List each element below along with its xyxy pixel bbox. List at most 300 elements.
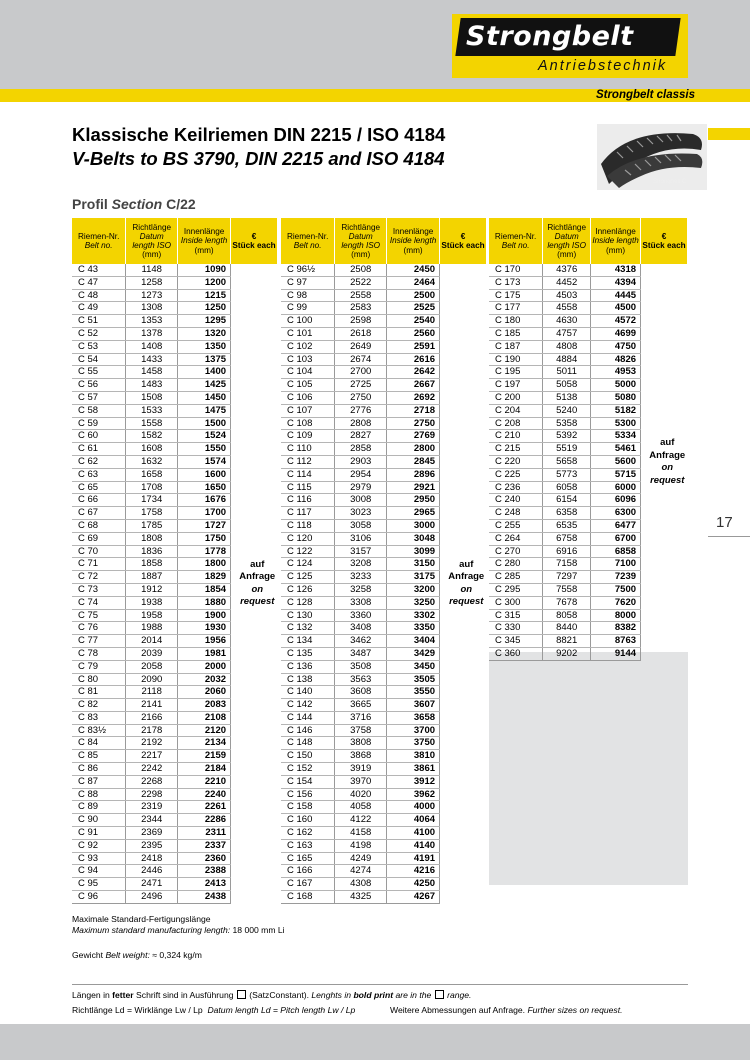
header-line: (mm) [403,245,423,255]
inside-length-cell: 1650 [178,481,231,494]
belt-number-cell: C 116 [281,494,335,507]
belt-number-cell: C 126 [281,583,335,596]
on-request-line: auf [459,558,474,570]
belt-number-cell: C 76 [72,622,126,635]
belt-number-cell: C 96 [72,891,126,904]
datum-length-cell: 1658 [126,468,178,481]
datum-length-cell: 4757 [543,327,591,340]
section-heading [72,196,196,212]
inside-length-cell: 1574 [178,455,231,468]
belt-table-2 [281,218,487,904]
datum-length-cell: 2558 [335,289,387,302]
datum-length-cell: 5138 [543,391,591,404]
inside-length-cell: 1550 [178,443,231,456]
datum-length-cell: 2166 [126,711,178,724]
datum-length-cell: 4058 [335,801,387,814]
datum-length-cell: 3665 [335,699,387,712]
belt-number-cell: C 197 [489,379,543,392]
datum-length-cell: 8440 [543,622,591,635]
note-weight [72,950,202,961]
belt-number-cell: C 130 [281,609,335,622]
header-line: € [661,231,667,241]
datum-length-cell: 2979 [335,481,387,494]
datum-length-cell: 3208 [335,558,387,571]
inside-length-cell: 5000 [591,379,641,392]
datum-length-cell: 2242 [126,763,178,776]
datum-length-cell: 2598 [335,315,387,328]
belt-number-cell: C 65 [72,481,126,494]
datum-length-cell: 3106 [335,532,387,545]
belt-number-cell: C 300 [489,596,543,609]
inside-length-cell: 2845 [387,455,440,468]
page-number-rule [708,536,750,537]
header-line: (mm) [194,245,214,255]
datum-length-cell: 9202 [543,647,591,660]
inside-length-cell: 5334 [591,430,641,443]
belt-number-cell: C 225 [489,468,543,481]
belt-number-cell: C 173 [489,276,543,289]
inside-length-cell: 1854 [178,583,231,596]
col-header-price [641,218,688,264]
belt-number-cell: C 106 [281,391,335,404]
belt-number-cell: C 220 [489,455,543,468]
belt-number-cell: C 109 [281,430,335,443]
belt-number-cell: C 63 [72,468,126,481]
inside-length-cell: 1400 [178,366,231,379]
datum-length-cell: 3758 [335,724,387,737]
inside-length-cell: 3429 [387,647,440,660]
inside-length-cell: 1215 [178,289,231,302]
inside-length-cell: 4318 [591,264,641,276]
datum-length-cell: 4198 [335,839,387,852]
belt-number-cell: C 99 [281,302,335,315]
note-weight-en: Belt weight: [105,950,150,960]
datum-length-cell: 6058 [543,481,591,494]
belt-number-cell: C 67 [72,507,126,520]
belt-number-cell: C 83½ [72,724,126,737]
inside-length-cell: 1375 [178,353,231,366]
belt-table-3 [489,218,688,661]
col-header-price [231,218,278,264]
datum-length-cell: 8821 [543,635,591,648]
belt-number-cell: C 49 [72,302,126,315]
belt-number-cell: C 53 [72,340,126,353]
belt-number-cell: C 56 [72,379,126,392]
inside-length-cell: 7239 [591,571,641,584]
notes-divider [72,984,688,985]
belt-number-cell: C 66 [72,494,126,507]
belt-number-cell: C 166 [281,865,335,878]
datum-length-cell: 3462 [335,635,387,648]
on-request-label [446,559,486,609]
datum-length-cell: 3487 [335,647,387,660]
header-line: Stück each [642,241,686,250]
header-line: length ISO [132,241,172,250]
belt-number-cell: C 163 [281,839,335,852]
section-value: C/22 [166,196,196,212]
datum-length-cell: 6758 [543,532,591,545]
belt-number-cell: C 200 [489,391,543,404]
belt-number-cell: C 79 [72,660,126,673]
note-max-length-en: Maximum standard manufacturing length: [72,925,231,935]
datum-length-cell: 1912 [126,583,178,596]
datum-length-cell: 2858 [335,443,387,456]
inside-length-cell: 4826 [591,353,641,366]
note-bold-de-4: (SatzConstant). [249,990,309,1000]
inside-length-cell: 1829 [178,571,231,584]
belt-number-cell: C 68 [72,519,126,532]
datum-length-cell: 4249 [335,852,387,865]
note-formula-en: Datum length Ld = Pitch length Lw / Lp [207,1005,356,1015]
belt-number-cell: C 60 [72,430,126,443]
header-row [281,218,487,264]
inside-length-cell: 2642 [387,366,440,379]
belt-number-cell: C 146 [281,724,335,737]
price-cell [641,264,688,660]
inside-length-cell: 1880 [178,596,231,609]
note-bold-de-1: Längen in [72,990,110,1000]
datum-length-cell: 5058 [543,379,591,392]
belt-number-cell: C 90 [72,814,126,827]
belt-number-cell: C 101 [281,327,335,340]
belt-number-cell: C 168 [281,891,335,904]
col-header-datum-length [126,218,178,264]
belt-number-cell: C 73 [72,583,126,596]
datum-length-cell: 5658 [543,455,591,468]
inside-length-cell: 2159 [178,750,231,763]
belt-number-cell: C 91 [72,827,126,840]
belt-number-cell: C 114 [281,468,335,481]
inside-length-cell: 1090 [178,264,231,276]
datum-length-cell: 1508 [126,391,178,404]
inside-length-cell: 2286 [178,814,231,827]
inside-length-cell: 1981 [178,647,231,660]
inside-length-cell: 4216 [387,865,440,878]
belt-number-cell: C 59 [72,417,126,430]
inside-length-cell: 4000 [387,801,440,814]
inside-length-cell: 2525 [387,302,440,315]
datum-length-cell: 1632 [126,455,178,468]
inside-length-cell: 5080 [591,391,641,404]
note-bold-en-3: are in the [395,990,432,1000]
section-label-de: Profil [72,196,108,212]
datum-length-cell: 5358 [543,417,591,430]
belt-number-cell: C 120 [281,532,335,545]
inside-length-cell: 5300 [591,417,641,430]
on-request-line: request [449,596,484,608]
belt-number-cell: C 89 [72,801,126,814]
header-line: Inside length [389,236,437,246]
inside-length-cell: 2000 [178,660,231,673]
belt-number-cell: C 158 [281,801,335,814]
belt-number-cell: C 57 [72,391,126,404]
datum-length-cell: 2344 [126,814,178,827]
belt-number-cell: C 134 [281,635,335,648]
belt-number-cell: C 105 [281,379,335,392]
belt-number-cell: C 103 [281,353,335,366]
datum-length-cell: 3808 [335,737,387,750]
inside-length-cell: 3250 [387,596,440,609]
belt-number-cell: C 78 [72,647,126,660]
inside-length-cell: 2311 [178,827,231,840]
inside-length-cell: 1500 [178,417,231,430]
datum-length-cell: 2039 [126,647,178,660]
belt-number-cell: C 152 [281,763,335,776]
belt-number-cell: C 69 [72,532,126,545]
datum-length-cell: 5240 [543,404,591,417]
inside-length-cell: 3750 [387,737,440,750]
datum-length-cell: 6916 [543,545,591,558]
inside-length-cell: 5182 [591,404,641,417]
inside-length-cell: 3350 [387,622,440,635]
header-line: Innenlänge [392,227,434,237]
inside-length-cell: 1750 [178,532,231,545]
belt-number-cell: C 93 [72,852,126,865]
header-row [489,218,688,264]
datum-length-cell: 1483 [126,379,178,392]
header-line: Innenlänge [595,227,636,237]
table-row [72,264,278,276]
inside-length-cell: 2083 [178,699,231,712]
inside-length-cell: 6096 [591,494,641,507]
header-line: Datum [348,231,373,241]
on-request-line: Anfrage [448,571,485,583]
belt-number-cell: C 48 [72,289,126,302]
belt-number-cell: C 170 [489,264,543,276]
on-request-label [237,559,277,609]
inside-length-cell: 2337 [178,839,231,852]
on-request-line: auf [250,558,265,570]
col-header-belt-no [72,218,126,264]
belt-number-cell: C 345 [489,635,543,648]
datum-length-cell: 4503 [543,289,591,302]
datum-length-cell: 1582 [126,430,178,443]
datum-length-cell: 4308 [335,878,387,891]
inside-length-cell: 4191 [387,852,440,865]
datum-length-cell: 3970 [335,775,387,788]
inside-length-cell: 2413 [178,878,231,891]
belt-number-cell: C 236 [489,481,543,494]
inside-length-cell: 3912 [387,775,440,788]
inside-length-cell: 5461 [591,443,641,456]
belt-number-cell: C 102 [281,340,335,353]
note-bold-de-3: Schrift sind in Ausführung [136,990,234,1000]
belt-number-cell: C 140 [281,686,335,699]
inside-length-cell: 4699 [591,327,641,340]
inside-length-cell: 1778 [178,545,231,558]
inside-length-cell: 2616 [387,353,440,366]
header-line: Innenlänge [183,227,225,237]
belt-number-cell: C 115 [281,481,335,494]
inside-length-cell: 5715 [591,468,641,481]
header-line: Stück each [441,241,485,250]
inside-length-cell: 3150 [387,558,440,571]
col-header-datum-length [335,218,387,264]
belt-number-cell: C 83 [72,711,126,724]
inside-length-cell: 9144 [591,647,641,660]
belt-number-cell: C 204 [489,404,543,417]
datum-length-cell: 1353 [126,315,178,328]
belt-number-cell: C 195 [489,366,543,379]
inside-length-cell: 1700 [178,507,231,520]
datum-length-cell: 3608 [335,686,387,699]
col-header-datum-length [543,218,591,264]
datum-length-cell: 2268 [126,775,178,788]
belt-number-cell: C 94 [72,865,126,878]
inside-length-cell: 2032 [178,673,231,686]
datum-length-cell: 4158 [335,827,387,840]
inside-length-cell: 4140 [387,839,440,852]
datum-length-cell: 2118 [126,686,178,699]
inside-length-cell: 6300 [591,507,641,520]
datum-length-cell: 2369 [126,827,178,840]
belt-number-cell: C 47 [72,276,126,289]
note-bold-de-2: fetter [112,990,134,1000]
datum-length-cell: 2827 [335,430,387,443]
belt-number-cell: C 165 [281,852,335,865]
datum-length-cell: 7297 [543,571,591,584]
belt-number-cell: C 156 [281,788,335,801]
datum-length-cell: 2674 [335,353,387,366]
note-max-length [72,914,285,936]
note-weight-value: ≈ 0,324 kg/m [152,950,202,960]
datum-length-cell: 1273 [126,289,178,302]
inside-length-cell: 2950 [387,494,440,507]
inside-length-cell: 4100 [387,827,440,840]
header-line: Riemen-Nr. [77,231,120,241]
inside-length-cell: 3048 [387,532,440,545]
col-header-price [440,218,487,264]
datum-length-cell: 1308 [126,302,178,315]
satzconstant-icon [237,990,246,999]
inside-length-cell: 6477 [591,519,641,532]
belt-number-cell: C 180 [489,315,543,328]
inside-length-cell: 2560 [387,327,440,340]
header-line: length ISO [341,241,381,250]
header-line: € [251,231,257,241]
inside-length-cell: 4394 [591,276,641,289]
belt-number-cell: C 77 [72,635,126,648]
belt-photo [597,124,707,190]
datum-length-cell: 2298 [126,788,178,801]
col-header-belt-no [489,218,543,264]
belt-number-cell: C 138 [281,673,335,686]
note-max-length-de: Maximale Standard-Fertigungslänge [72,914,211,924]
header-line: Riemen-Nr. [286,231,329,241]
belt-table-1 [72,218,278,904]
inside-length-cell: 2800 [387,443,440,456]
belt-number-cell: C 190 [489,353,543,366]
inside-length-cell: 1900 [178,609,231,622]
datum-length-cell: 2192 [126,737,178,750]
belt-number-cell: C 71 [72,558,126,571]
header-line: length ISO [547,241,587,250]
inside-length-cell: 2438 [178,891,231,904]
datum-length-cell: 1148 [126,264,178,276]
datum-length-cell: 3508 [335,660,387,673]
datum-length-cell: 1734 [126,494,178,507]
header-line: Riemen-Nr. [494,231,537,241]
belt-number-cell: C 100 [281,315,335,328]
datum-length-cell: 3008 [335,494,387,507]
empty-table-area [489,652,688,885]
brand-logo [452,14,688,78]
datum-length-cell: 3258 [335,583,387,596]
belt-number-cell: C 330 [489,622,543,635]
datum-length-cell: 1408 [126,340,178,353]
datum-length-cell: 3360 [335,609,387,622]
satzconstant-icon [435,990,444,999]
belt-number-cell: C 142 [281,699,335,712]
datum-length-cell: 3408 [335,622,387,635]
note-formula-de: Richtlänge Ld = Wirklänge Lw / Lp [72,1005,203,1015]
series-label: Strongbelt classis [595,89,695,101]
header-line: (mm) [351,250,371,260]
header-line: Belt no. [501,241,530,250]
belt-number-cell: C 92 [72,839,126,852]
inside-length-cell: 8763 [591,635,641,648]
belt-number-cell: C 108 [281,417,335,430]
inside-length-cell: 1475 [178,404,231,417]
note-further-de: Weitere Abmessungen auf Anfrage. [390,1005,526,1015]
side-yellow-tab [708,128,750,140]
col-header-inside-length [387,218,440,264]
inside-length-cell: 8382 [591,622,641,635]
inside-length-cell: 1956 [178,635,231,648]
datum-length-cell: 2954 [335,468,387,481]
header-line: Richtlänge [132,222,172,232]
inside-length-cell: 4250 [387,878,440,891]
datum-length-cell: 3058 [335,519,387,532]
inside-length-cell: 2134 [178,737,231,750]
datum-length-cell: 1258 [126,276,178,289]
belt-number-cell: C 75 [72,609,126,622]
inside-length-cell: 6700 [591,532,641,545]
belt-number-cell: C 117 [281,507,335,520]
inside-length-cell: 1524 [178,430,231,443]
datum-length-cell: 1988 [126,622,178,635]
belt-number-cell: C 175 [489,289,543,302]
note-further-sizes [390,1005,623,1016]
belt-number-cell: C 270 [489,545,543,558]
belt-number-cell: C 154 [281,775,335,788]
inside-length-cell: 2769 [387,430,440,443]
datum-length-cell: 3716 [335,711,387,724]
datum-length-cell: 5011 [543,366,591,379]
inside-length-cell: 7100 [591,558,641,571]
datum-length-cell: 1378 [126,327,178,340]
belt-number-cell: C 285 [489,571,543,584]
header-line: Stück each [232,241,276,250]
belt-number-cell: C 255 [489,519,543,532]
belt-number-cell: C 150 [281,750,335,763]
inside-length-cell: 4572 [591,315,641,328]
datum-length-cell: 2496 [126,891,178,904]
datum-length-cell: 1785 [126,519,178,532]
belt-number-cell: C 74 [72,596,126,609]
header-line: Belt no. [84,241,113,250]
belt-number-cell: C 124 [281,558,335,571]
belt-number-cell: C 52 [72,327,126,340]
belt-number-cell: C 315 [489,609,543,622]
datum-length-cell: 3233 [335,571,387,584]
datum-length-cell: 1458 [126,366,178,379]
on-request-line: request [240,596,275,608]
header-line: Inside length [180,236,228,246]
inside-length-cell: 2540 [387,315,440,328]
datum-length-cell: 1858 [126,558,178,571]
datum-length-cell: 4274 [335,865,387,878]
